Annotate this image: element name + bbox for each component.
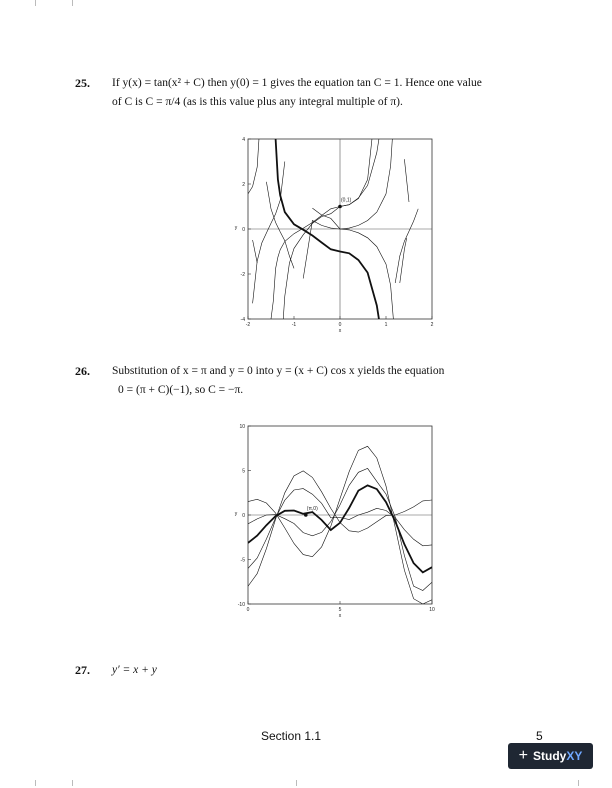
y-tick-label: 2 <box>242 182 245 188</box>
scan-mark <box>72 0 73 6</box>
x-tick-label: 2 <box>430 322 434 328</box>
problem-line: Substitution of x = π and y = 0 into y = (x + C) cos x yields the equation <box>112 365 445 377</box>
highlight-point <box>304 513 308 517</box>
y-tick-label: 5 <box>242 468 245 475</box>
x-tick-label: 10 <box>429 607 435 613</box>
y-tick-label: 10 <box>239 424 245 430</box>
point-annotation: (π,0) <box>306 506 318 512</box>
problem-text <box>112 661 157 680</box>
scan-mark <box>296 780 297 786</box>
scan-mark <box>35 0 36 6</box>
scan-mark <box>72 780 73 786</box>
y-tick-label: 4 <box>242 137 245 143</box>
problem-line: 0 = (π + C)(−1), so C = −π. <box>118 384 244 396</box>
y-tick-label: -5 <box>240 557 245 564</box>
problem-line: y′ = x + y <box>112 664 157 676</box>
problem-text <box>112 74 482 112</box>
y-axis-label: y <box>234 225 238 231</box>
x-tick-label: 0 <box>246 607 250 613</box>
y-tick-label: -4 <box>240 317 245 323</box>
scan-mark <box>578 780 579 786</box>
problem-line: of C is C = π/4 (as is this value plus any integral multiple of π). <box>112 96 403 108</box>
x-tick-label: 1 <box>384 322 388 328</box>
plot-26-svg <box>234 420 439 625</box>
problem-line: If y(x) = tan(x² + C) then y(0) = 1 gives the equation tan C = 1. Hence one value <box>112 77 482 89</box>
plus-icon: + <box>518 747 528 764</box>
studyxy-badge[interactable] <box>508 743 593 769</box>
x-axis-label: x <box>338 613 342 619</box>
problem-number: 27. <box>75 663 90 677</box>
point-annotation: (0,1) <box>341 197 352 204</box>
problem-number: 26. <box>75 364 90 378</box>
x-axis-label: x <box>338 328 342 334</box>
section-label: Section 1.1 <box>261 729 322 743</box>
page-number: 5 <box>536 729 543 743</box>
plot-25-svg <box>234 135 439 340</box>
plot-25 <box>234 135 439 345</box>
highlight-point <box>338 205 342 209</box>
y-axis-label: y <box>234 511 238 517</box>
y-tick-label: -10 <box>237 602 245 608</box>
x-tick-label: 0 <box>338 322 342 328</box>
scan-mark <box>35 780 36 786</box>
studyxy-logo-text: StudyXY <box>532 749 583 763</box>
solution-curve <box>248 446 432 604</box>
y-tick-label: 0 <box>242 513 245 519</box>
problem-text <box>112 362 444 400</box>
problem-number: 25. <box>75 76 90 90</box>
x-tick-label: -1 <box>291 322 297 328</box>
y-tick-label: 0 <box>242 227 245 233</box>
solution-curve <box>253 159 409 341</box>
x-tick-label: 5 <box>338 607 342 613</box>
x-tick-label: -2 <box>245 322 251 328</box>
plot-26 <box>234 420 439 630</box>
y-tick-label: -2 <box>240 272 245 278</box>
